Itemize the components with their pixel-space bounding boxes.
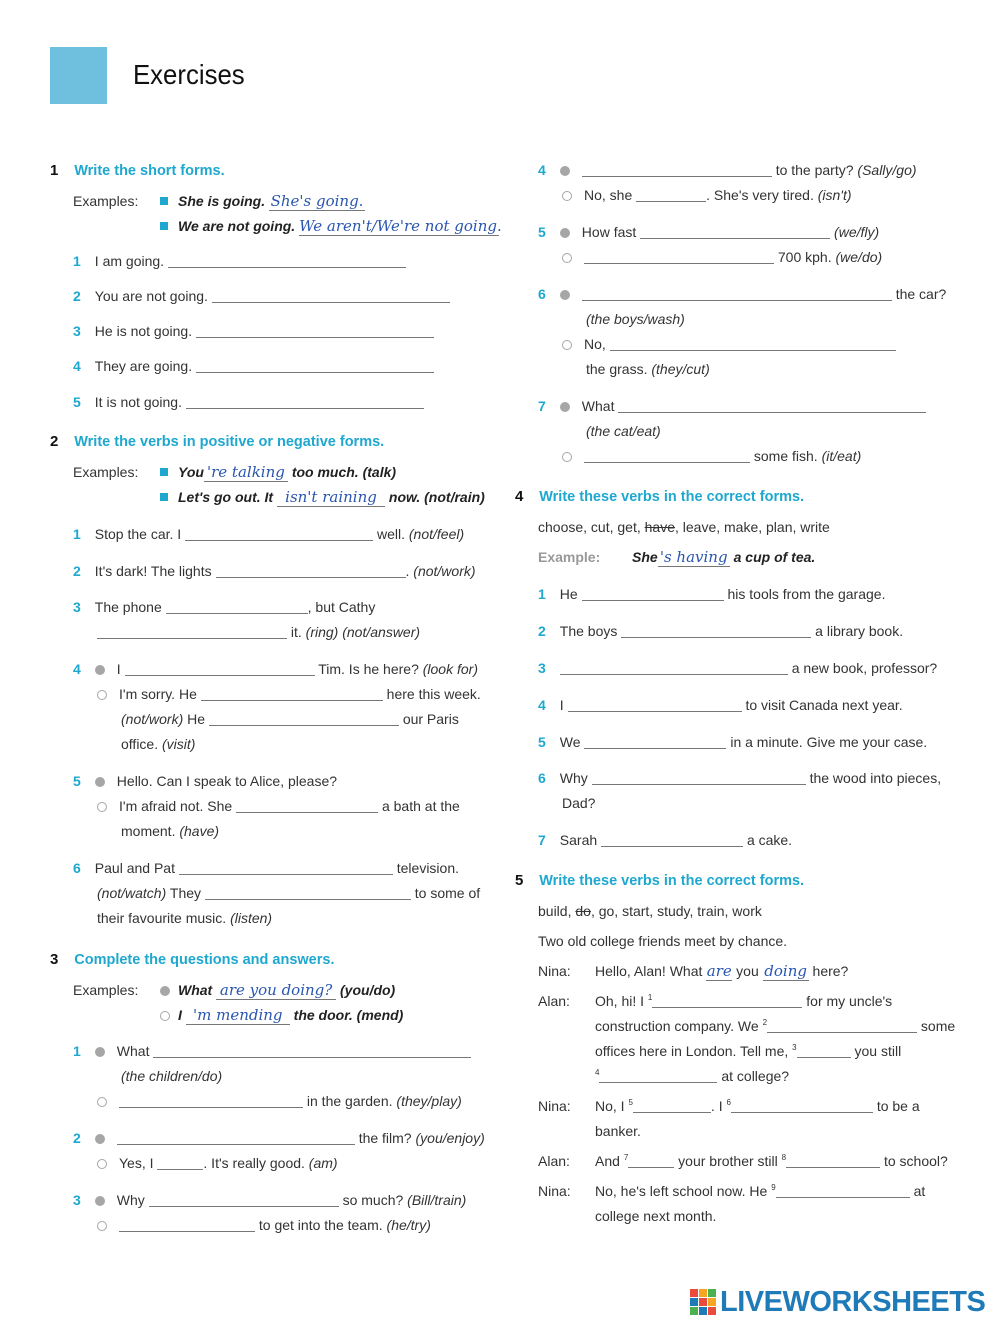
answer-blank[interactable] <box>216 563 406 578</box>
section-1-header <box>50 161 225 180</box>
list-item: 5 We in a minute. Give me your case. <box>538 734 928 750</box>
square-bullet-icon <box>160 493 168 501</box>
list-item: 3 a new book, professor? <box>538 660 938 676</box>
section-2-header <box>50 432 384 451</box>
answer-blank[interactable] <box>196 358 434 373</box>
answer-blank[interactable] <box>125 661 315 676</box>
filled-circle-icon <box>560 402 570 412</box>
section-title: Write the short forms. <box>74 163 225 179</box>
answer-blank[interactable] <box>636 187 706 202</box>
examples-label: Examples: <box>73 464 139 480</box>
list-item-cont: their favourite music. (listen) <box>97 910 273 926</box>
verb-list: choose, cut, get, have, leave, make, plan, write <box>538 519 830 535</box>
section-title: Write these verbs in the correct forms. <box>539 873 805 889</box>
list-item: 5 Hello. Can I speak to Alice, please? <box>73 773 338 789</box>
list-item-cont: Dad? <box>562 795 596 811</box>
list-item-cont: moment. (have) <box>121 823 220 839</box>
dialogue-line: construction company. We $^2$ some <box>595 1018 956 1034</box>
list-item: 7 Sarah a cake. <box>538 832 793 848</box>
square-bullet-icon <box>160 468 168 476</box>
example-answer: She's going. <box>270 192 364 210</box>
dialogue-line: No, I $^5$ . I $^6$ to be a <box>595 1098 920 1114</box>
answer-blank[interactable] <box>584 734 726 749</box>
open-circle-icon <box>97 1159 107 1169</box>
answer-blank[interactable] <box>640 224 830 239</box>
answer-blank[interactable] <box>209 711 399 726</box>
list-item: 5 How fast (we/fly) <box>538 224 880 240</box>
list-item-cont: office. (visit) <box>121 736 196 752</box>
open-circle-icon <box>562 191 572 201</box>
list-item: 2 You are not going. <box>73 287 450 305</box>
speaker-label: Nina: <box>538 1098 571 1114</box>
filled-circle-icon <box>560 228 570 238</box>
list-item: 6 the car? <box>538 286 947 302</box>
section-number: 3 <box>50 951 59 968</box>
example-1: What are you doing? (you/do) <box>160 981 395 1000</box>
list-item-cont: I'm afraid not. She a bath at the <box>97 797 460 815</box>
dialogue-line: Oh, hi! I $^1$ for my uncle's <box>595 993 893 1009</box>
list-item: 4 I Tim. Is he here? (look for) <box>73 661 478 677</box>
list-item-cont: it. (ring) (not/answer) <box>97 623 420 641</box>
section-number: 5 <box>515 872 524 889</box>
list-item-cont: (not/work) He our Paris <box>121 711 459 727</box>
answer-blank[interactable] <box>652 993 802 1008</box>
open-circle-icon <box>562 340 572 350</box>
section-title: Write the verbs in positive or negative forms. <box>74 434 385 450</box>
section-number: 2 <box>50 433 59 450</box>
square-bullet-icon <box>160 197 168 205</box>
dialogue-intro: Two old college friends meet by chance. <box>538 933 788 949</box>
list-item-cont: 700 kph. (we/do) <box>562 248 882 266</box>
list-item-cont: (not/watch) They to some of <box>97 885 481 901</box>
examples-label: Examples: <box>73 193 139 209</box>
section-3-header <box>50 950 334 969</box>
list-item-cont: (the boys/wash) <box>586 311 685 327</box>
filled-circle-icon <box>560 290 570 300</box>
list-item-cont: No, she . She's very tired. (isn't) <box>562 186 852 204</box>
answer-blank[interactable] <box>584 249 774 264</box>
list-item: 1 What <box>73 1042 471 1060</box>
answer-blank[interactable] <box>119 1217 255 1232</box>
list-item: 3 The phone , but Cathy <box>73 599 376 615</box>
answer-blank[interactable] <box>628 1153 674 1168</box>
section-5-header <box>515 871 804 890</box>
filled-circle-icon <box>95 777 105 787</box>
answer-blank[interactable] <box>168 253 406 268</box>
open-circle-icon <box>562 253 572 263</box>
speaker-label: Alan: <box>538 1153 570 1169</box>
open-circle-icon <box>562 452 572 462</box>
answer-blank[interactable] <box>149 1192 339 1207</box>
filled-circle-icon <box>160 986 170 996</box>
list-item-cont: to get into the team. (he/try) <box>97 1216 431 1234</box>
answer-blank[interactable] <box>97 624 287 639</box>
logo-grid-icon <box>690 1289 716 1315</box>
section-title: Write these verbs in the correct forms. <box>539 489 805 505</box>
answer-blank[interactable] <box>568 697 742 712</box>
example-answer: We aren't/We're not going. <box>299 217 502 235</box>
answer-blank[interactable] <box>119 1093 303 1108</box>
answer-blank[interactable] <box>618 398 926 413</box>
answer-blank[interactable] <box>797 1043 851 1058</box>
section-4-header <box>515 487 804 506</box>
section-title: Complete the questions and answers. <box>74 952 335 968</box>
answer-blank[interactable] <box>582 162 772 177</box>
example-2: We are not going. We aren't/We're not going. <box>160 217 499 236</box>
open-circle-icon <box>160 1011 170 1021</box>
list-item-cont: some fish. (it/eat) <box>562 447 861 465</box>
example-2: Let's go out. It isn't raining now. (not/rain) <box>160 488 485 507</box>
list-item: 4 I to visit Canada next year. <box>538 697 903 713</box>
answer-blank[interactable] <box>599 1068 717 1083</box>
list-item-cont: (the cat/eat) <box>586 423 661 439</box>
list-item-cont: the grass. (they/cut) <box>586 361 710 377</box>
open-circle-icon <box>97 1221 107 1231</box>
section-number: 1 <box>50 162 59 179</box>
list-item: 2 The boys a library book. <box>538 623 904 639</box>
list-item: 1 He his tools from the garage. <box>538 586 886 602</box>
answer-blank[interactable] <box>621 623 811 638</box>
liveworksheets-logo[interactable] <box>690 1287 985 1317</box>
examples-label: Examples: <box>73 982 139 998</box>
answer-blank[interactable] <box>205 885 411 900</box>
list-item: 1 I am going. <box>73 252 406 270</box>
answer-blank[interactable] <box>166 599 308 614</box>
answer-blank[interactable] <box>212 288 450 303</box>
answer-blank[interactable] <box>601 832 743 847</box>
list-item: 7 What <box>538 397 926 415</box>
list-item: 1 Stop the car. I well. (not/feel) <box>73 526 465 542</box>
answer-blank[interactable] <box>592 770 806 785</box>
example-2: I 'm mending the door. (mend) <box>160 1006 403 1025</box>
open-circle-icon <box>97 802 107 812</box>
list-item: 4 to the party? (Sally/go) <box>538 162 917 178</box>
list-item-cont: I'm sorry. He here this week. <box>97 685 481 703</box>
brand-name: LIVEWORKSHEETS <box>720 1285 986 1318</box>
answer-blank[interactable] <box>196 323 434 338</box>
example: Example: She 's having a cup of tea. <box>538 548 816 566</box>
dialogue-line: college next month. <box>595 1208 717 1224</box>
list-item: 4 They are going. <box>73 357 434 375</box>
answer-blank[interactable] <box>582 586 724 601</box>
list-item-cont: in the garden. (they/play) <box>97 1092 462 1110</box>
speaker-label: Nina: <box>538 1183 571 1199</box>
answer-blank[interactable] <box>153 1043 471 1058</box>
list-item: 2 It's dark! The lights . (not/work) <box>73 563 476 579</box>
answer-blank[interactable] <box>560 660 788 675</box>
answer-blank[interactable] <box>236 798 378 813</box>
filled-circle-icon <box>95 1047 105 1057</box>
square-bullet-icon <box>160 222 168 230</box>
list-item: 2 the film? (you/enjoy) <box>73 1130 485 1146</box>
answer-blank[interactable] <box>767 1018 917 1033</box>
list-item: 3 Why so much? (Bill/train) <box>73 1192 467 1208</box>
dialogue-line: And $^7$ your brother still $^8$ to school? <box>595 1153 948 1169</box>
answer-blank[interactable] <box>186 394 424 409</box>
answer-blank[interactable] <box>157 1155 203 1170</box>
list-item: 6 Paul and Pat television. <box>73 860 460 876</box>
open-circle-icon <box>97 690 107 700</box>
verb-list: build, do, go, start, study, train, work <box>538 903 762 919</box>
list-item-cont: (the children/do) <box>121 1068 223 1084</box>
dialogue-line: Hello, Alan! What are you doing here? <box>595 962 849 980</box>
list-item-cont: Yes, I . It's really good. (am) <box>97 1154 338 1172</box>
list-item: 6 Why the wood into pieces, <box>538 770 942 786</box>
answer-blank[interactable] <box>610 336 896 351</box>
filled-circle-icon <box>95 1196 105 1206</box>
answer-blank[interactable] <box>786 1153 880 1168</box>
answer-blank[interactable] <box>179 860 393 875</box>
example-1: She is going. She's going. <box>160 192 365 211</box>
speaker-label: Alan: <box>538 993 570 1009</box>
section-number: 4 <box>515 488 524 505</box>
filled-circle-icon <box>95 665 105 675</box>
list-item: 5 It is not going. <box>73 393 424 411</box>
dialogue-line: No, he's left school now. He $^9$ at <box>595 1183 926 1199</box>
answer-blank[interactable] <box>117 1130 355 1145</box>
answer-blank[interactable] <box>731 1098 873 1113</box>
dialogue-line: $^4$ at college? <box>595 1068 790 1084</box>
filled-circle-icon <box>560 166 570 176</box>
dialogue-line: banker. <box>595 1123 641 1139</box>
answer-blank[interactable] <box>185 526 373 541</box>
answer-blank[interactable] <box>633 1098 711 1113</box>
answer-blank[interactable] <box>776 1183 910 1198</box>
answer-blank[interactable] <box>201 686 383 701</box>
title-color-block <box>50 47 107 104</box>
answer-blank[interactable] <box>582 286 892 301</box>
speaker-label: Nina: <box>538 963 571 979</box>
filled-circle-icon <box>95 1134 105 1144</box>
example-1: You 're talking too much. (talk) <box>160 463 396 482</box>
answer-blank[interactable] <box>584 448 750 463</box>
list-item: 3 He is not going. <box>73 322 434 340</box>
list-item-cont: No, <box>562 335 896 353</box>
page-title: Exercises <box>133 59 245 90</box>
dialogue-line: offices here in London. Tell me, $^3$ you still <box>595 1043 902 1059</box>
open-circle-icon <box>97 1097 107 1107</box>
